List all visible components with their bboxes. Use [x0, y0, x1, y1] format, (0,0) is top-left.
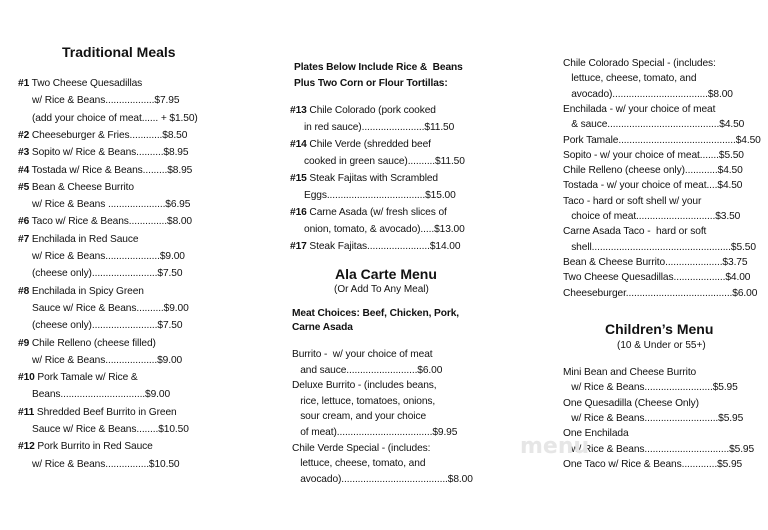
menu-line	[18, 303, 189, 315]
item-number: #9	[18, 337, 30, 349]
menu-line: Cheeseburger.......................................$6.00	[563, 287, 758, 299]
item-text: (add your choice of meat...... + $1.50)	[32, 112, 198, 124]
item-text: Pork Burrito in Red Sauce	[34, 441, 153, 453]
menu-line: Tostada - w/ your choice of meat....$4.50	[563, 180, 743, 192]
menu-line: of meat)...................................$9.95	[292, 427, 458, 438]
menu-line	[18, 338, 156, 350]
menu-line: Pork Tamale...........................................$4.50	[563, 134, 761, 146]
alacarte-title: Ala Carte Menu	[335, 266, 437, 282]
menu-line: rice, lettuce, tomatoes, onions,	[292, 395, 436, 407]
item-text: Eggs....................................$15.00	[304, 190, 456, 201]
menu-line: shell...................................................$5.50	[563, 241, 756, 253]
menu-line: avocado).......................................$8.00	[292, 473, 473, 485]
item-text: Cheeseburger & Fries............$8.50	[29, 129, 188, 141]
menu-line	[290, 207, 447, 219]
item-text: w/ Rice & Beans................$10.50	[32, 458, 180, 470]
menu-line: One Enchilada	[563, 428, 629, 440]
item-number: #2	[18, 129, 30, 141]
menu-line	[18, 234, 138, 246]
menu-line	[18, 78, 142, 90]
item-text: w/ Rice & Beans....................$9.00	[32, 251, 185, 262]
menu-line: Deluxe Burrito - (includes beans,	[292, 380, 437, 392]
item-text: Steak Fajitas with Scrambled	[306, 173, 438, 184]
item-number: #14	[290, 139, 307, 150]
menu-line: Carne Asada Taco - hard or soft	[563, 226, 707, 238]
menu-line: and sauce..........................$6.00	[292, 364, 443, 376]
item-number: #17	[290, 241, 307, 252]
menu-line	[290, 105, 436, 117]
item-number: #8	[18, 285, 30, 297]
item-text: Sauce w/ Rice & Beans........$10.50	[32, 424, 189, 435]
item-number: #6	[18, 216, 30, 228]
item-text: Tostada w/ Rice & Beans.........$8.95	[29, 164, 193, 176]
menu-line	[18, 268, 182, 280]
menu-line	[18, 441, 153, 453]
menu-line: avocado)...................................$8.00	[563, 88, 733, 100]
menu-line: w/ Rice & Beans.........................$5.95	[563, 382, 738, 394]
item-text: Sauce w/ Rice & Beans..........$9.00	[32, 302, 189, 314]
menu-line	[290, 241, 460, 253]
menu-line: Burrito - w/ your choice of meat	[292, 349, 433, 360]
menu-line: sour cream, and your choice	[292, 411, 427, 423]
menu-line: lettuce, cheese, tomato, and	[563, 73, 697, 85]
menu-line	[290, 139, 431, 151]
watermark-logo: menu	[520, 434, 590, 459]
item-text: Pork Tamale w/ Rice &	[34, 372, 138, 384]
menu-line	[18, 459, 180, 471]
item-text: (cheese only)........................$7.50	[32, 320, 183, 332]
menu-line: Carne Asada	[292, 322, 353, 333]
item-text: Chile Relleno (cheese filled)	[29, 337, 156, 349]
menu-line: w/ Rice & Beans...............................$5.95	[563, 443, 755, 455]
menu-line	[18, 424, 189, 436]
menu-line	[18, 286, 144, 298]
item-text: Enchilada in Red Sauce	[29, 233, 139, 245]
menu-line	[18, 389, 170, 401]
traditional-meals-title: Traditional Meals	[62, 44, 176, 60]
item-number: #16	[290, 207, 307, 218]
menu-line	[290, 173, 438, 185]
item-text: Bean & Cheese Burrito	[29, 181, 134, 193]
menu-line: Chile Verde Special - (includes:	[292, 442, 431, 454]
item-text: Two Cheese Quesadillas	[29, 78, 143, 89]
item-number: #11	[18, 406, 35, 418]
item-text: Enchilada in Spicy Green	[29, 285, 144, 297]
item-number: #13	[290, 105, 307, 116]
menu-line: Taco - hard or soft shell w/ your	[563, 195, 702, 207]
menu-line	[290, 122, 454, 134]
item-number: #10	[18, 372, 35, 384]
menu-line	[18, 407, 177, 419]
alacarte-subtitle: (Or Add To Any Meal)	[334, 284, 429, 295]
menu-line	[290, 156, 465, 168]
menu-line: Chile Colorado Special - (includes:	[563, 58, 716, 69]
menu-line: Chile Relleno (cheese only)............$4.50	[563, 165, 743, 177]
item-text: Sopito w/ Rice & Beans..........$8.95	[29, 147, 189, 159]
childrens-menu-title: Children’s Menu	[605, 321, 714, 337]
menu-line	[18, 147, 188, 159]
menu-line: & sauce.........................................$4.50	[563, 119, 745, 131]
menu-line	[18, 251, 185, 263]
menu-line	[290, 190, 456, 202]
item-text: Carne Asada (w/ fresh slices of	[306, 207, 447, 218]
item-number: #5	[18, 181, 30, 193]
item-text: w/ Rice & Beans .....................$6.95	[32, 199, 191, 211]
menu-line	[18, 320, 182, 332]
item-text: w/ Rice & Beans...................$9.00	[32, 354, 183, 366]
item-number: #12	[18, 441, 35, 453]
menu-line: lettuce, cheese, tomato, and	[292, 458, 426, 470]
menu-line	[18, 355, 182, 367]
menu-line	[290, 224, 465, 236]
menu-line	[18, 95, 179, 107]
menu-line	[18, 113, 198, 125]
menu-line: Sopito - w/ your choice of meat.......$5.50	[563, 149, 744, 161]
item-number: #4	[18, 164, 30, 176]
menu-line: Enchilada - w/ your choice of meat	[563, 103, 716, 115]
item-text: in red sauce).......................$11.50	[304, 122, 455, 133]
item-number: #1	[18, 78, 30, 89]
item-text: onion, tomato, & avocado).....$13.00	[304, 224, 465, 235]
menu-line	[18, 182, 134, 194]
item-text: Chile Verde (shredded beef	[306, 139, 431, 150]
menu-line: w/ Rice & Beans...........................$5.95	[563, 412, 744, 424]
item-number: #3	[18, 147, 30, 159]
menu-line	[18, 130, 187, 142]
menu-line: choice of meat.............................$3.50	[563, 211, 741, 222]
item-text: Beans...............................$9.00	[32, 389, 171, 401]
menu-line: Plus Two Corn or Flour Tortillas:	[294, 78, 448, 89]
menu-line	[18, 199, 190, 211]
item-number: #7	[18, 233, 30, 245]
item-text: Taco w/ Rice & Beans..............$8.00	[29, 216, 192, 228]
childrens-menu-subtitle: (10 & Under or 55+)	[617, 340, 706, 351]
item-text: Chile Colorado (pork cooked	[306, 105, 436, 116]
item-text: w/ Rice & Beans..................$7.95	[32, 95, 180, 107]
menu-line: Mini Bean and Cheese Burrito	[563, 367, 697, 378]
item-text: (cheese only)........................$7.50	[32, 268, 183, 280]
menu-line: One Taco w/ Rice & Beans.............$5.95	[563, 458, 743, 470]
menu-line: Meat Choices: Beef, Chicken, Pork,	[292, 308, 460, 319]
menu-line: One Quesadilla (Cheese Only)	[563, 397, 699, 409]
item-text: Shredded Beef Burrito in Green	[34, 406, 177, 418]
item-text: Steak Fajitas.......................$14.00	[306, 241, 461, 252]
menu-line	[18, 372, 138, 384]
menu-line	[18, 165, 192, 177]
menu-line: Plates Below Include Rice & Beans	[294, 62, 463, 73]
menu-line: Two Cheese Quesadillas...................$4.00	[563, 272, 751, 284]
menu-line: Bean & Cheese Burrito.....................$3.75	[563, 256, 748, 268]
item-number: #15	[290, 173, 307, 184]
item-text: cooked in green sauce)..........$11.50	[304, 156, 465, 167]
menu-line	[18, 216, 192, 228]
